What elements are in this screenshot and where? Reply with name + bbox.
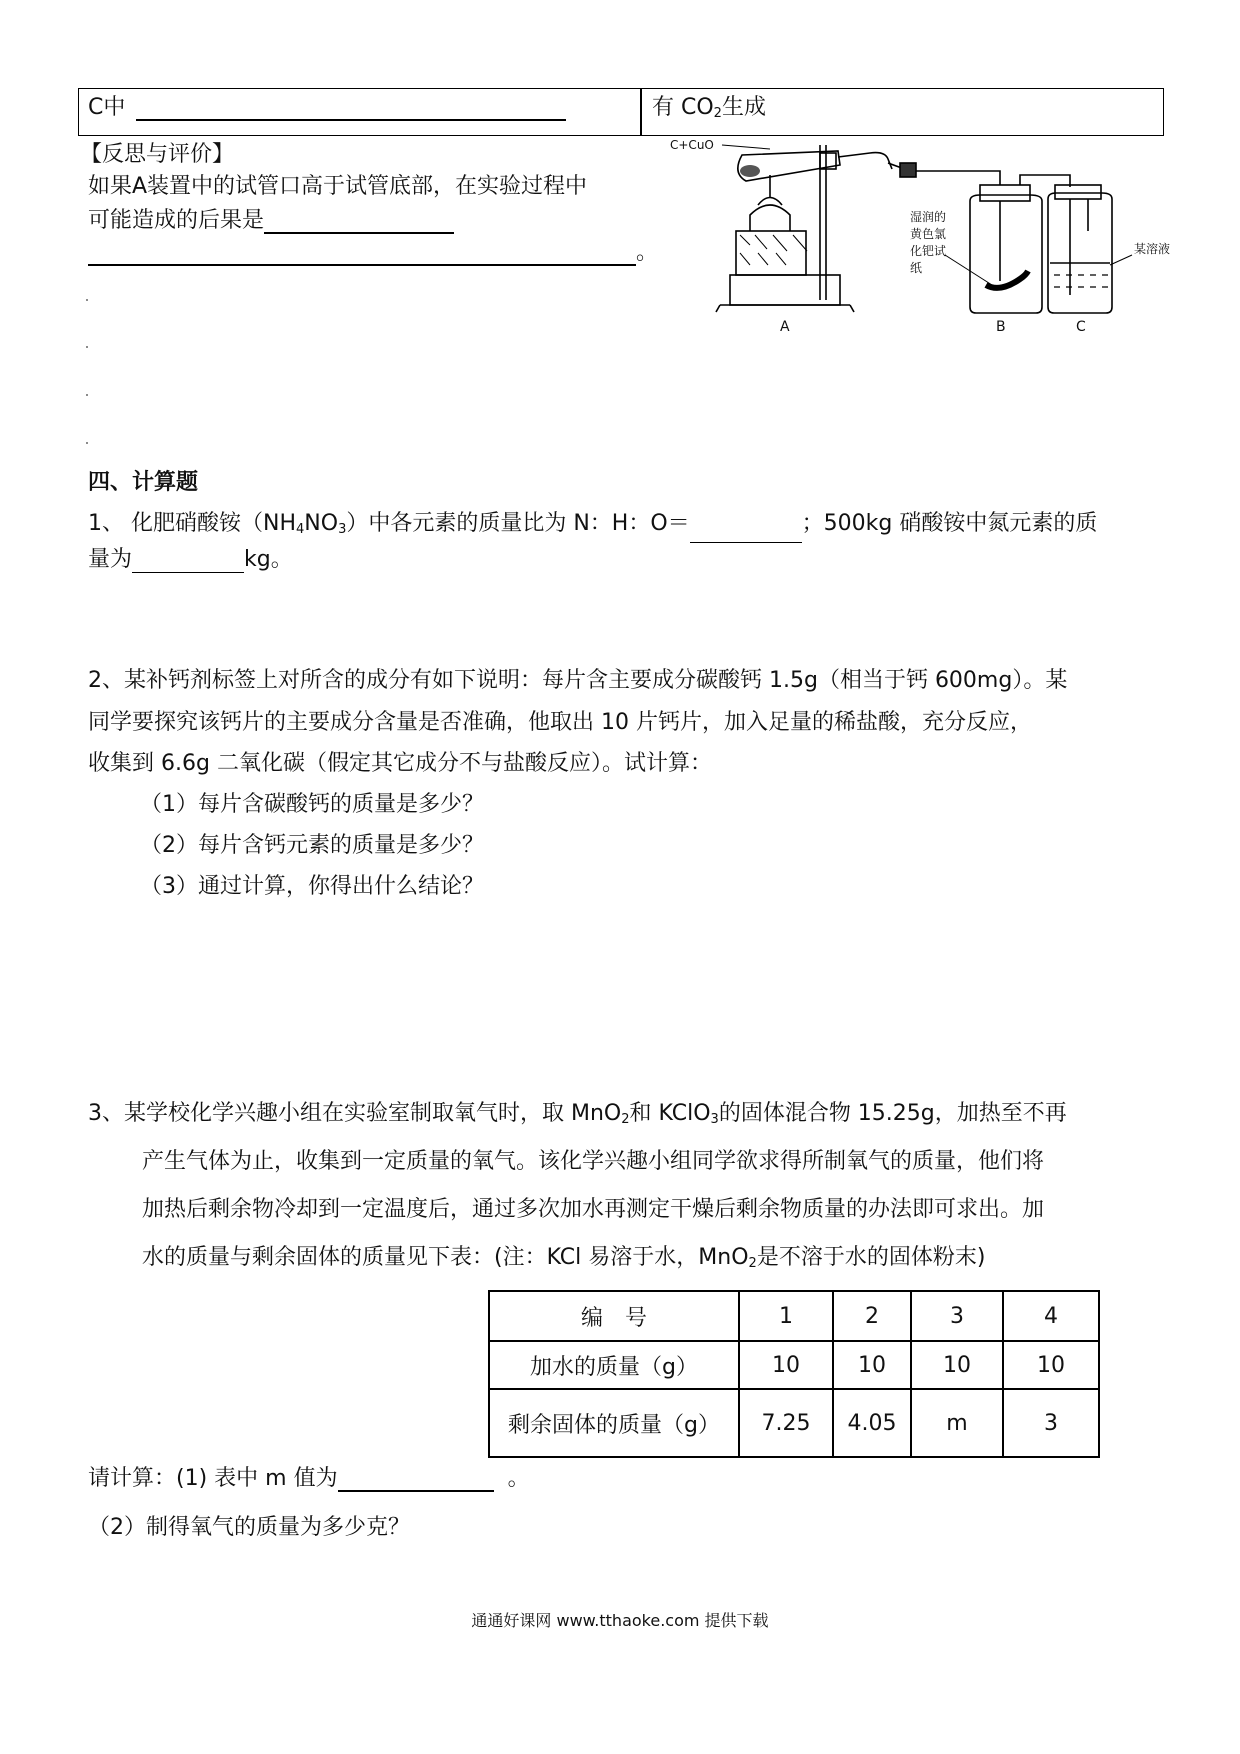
stray-dot bbox=[86, 394, 88, 396]
q2-sub-question: （1）每片含碳酸钙的质量是多少？ bbox=[140, 792, 484, 817]
lamp-flame bbox=[758, 198, 782, 206]
table-cell: 4 bbox=[1003, 1291, 1099, 1341]
stray-dot bbox=[86, 299, 88, 301]
result-right-text-end: 生成 bbox=[721, 95, 766, 120]
table-cell: 1 bbox=[739, 1291, 833, 1341]
table-cell: m bbox=[911, 1389, 1003, 1457]
q2-sub-question: （3）通过计算，你得出什么结论？ bbox=[140, 874, 484, 899]
table-row-header bbox=[489, 1291, 1099, 1341]
q2-line2: 同学要探究该钙片的主要成分含量是否准确，他取出 10 片钙片，加入足量的稀盐酸，充分反应， bbox=[88, 710, 1032, 735]
label-b: B bbox=[996, 319, 1006, 335]
q3-text: 3、某学校化学兴趣小组在实验室制取氧气时，取 MnO bbox=[88, 1101, 622, 1126]
q3-text: 的固体混合物 15.25g，加热至不再 bbox=[718, 1101, 1067, 1126]
q1-text: kg。 bbox=[244, 547, 293, 572]
q2-sub-question: （2）每片含钙元素的质量是多少？ bbox=[140, 833, 484, 858]
solution-label: 某溶液 bbox=[1134, 242, 1171, 256]
subscript: 3 bbox=[338, 522, 347, 537]
burner-hatching bbox=[740, 235, 807, 265]
subscript: 3 bbox=[710, 1112, 719, 1127]
table-cell: 加水的质量（g） bbox=[489, 1341, 739, 1389]
reflection-line2-text: 可能造成的后果是 bbox=[88, 208, 265, 233]
q1-text: ；500kg 硝酸铵中氮元素的质 bbox=[801, 511, 1098, 536]
table-cell: 2 bbox=[833, 1291, 911, 1341]
answer-blank-m[interactable] bbox=[338, 1468, 494, 1492]
bottle-c-stopper bbox=[1055, 185, 1101, 199]
bottle-b-stopper bbox=[980, 185, 1030, 201]
subscript: 4 bbox=[296, 522, 305, 537]
apparatus-diagram bbox=[670, 135, 1180, 345]
q1-line1 bbox=[88, 511, 1097, 543]
reflection-line1: 如果A装置中的试管口高于试管底部，在实验过程中 bbox=[88, 174, 588, 199]
reflection-line3 bbox=[88, 240, 658, 266]
stray-dot bbox=[86, 442, 88, 444]
solution-leader bbox=[1110, 255, 1132, 265]
q3-text: 请计算：(1) 表中 m 值为 bbox=[88, 1466, 338, 1491]
reflection-heading: 【反思与评价】 bbox=[80, 142, 235, 167]
table-cell: 剩余固体的质量（g） bbox=[489, 1389, 739, 1457]
answer-blank-consequence-2[interactable] bbox=[88, 242, 636, 266]
reflection-line2 bbox=[88, 208, 454, 234]
answer-blank-nitrogen[interactable] bbox=[132, 550, 244, 573]
q3-text: 。 bbox=[507, 1466, 530, 1491]
q3-line3: 加热后剩余物冷却到一定温度后，通过多次加水再测定干燥后剩余物质量的办法即可求出。加 bbox=[142, 1197, 1045, 1222]
reactant-leader bbox=[722, 145, 770, 149]
q3-text: 水的质量与剩余固体的质量见下表：(注：KCl 易溶于水，MnO bbox=[142, 1245, 749, 1270]
q3-text: 是不溶于水的固体粉末) bbox=[756, 1245, 986, 1270]
table-cell: 4.05 bbox=[833, 1389, 911, 1457]
q1-line2 bbox=[88, 547, 293, 573]
table-cell: 10 bbox=[739, 1341, 833, 1389]
section-title: 四、计算题 bbox=[88, 470, 199, 495]
paper-leader bbox=[945, 255, 992, 285]
table-cell: 3 bbox=[1003, 1389, 1099, 1457]
table-divider bbox=[640, 88, 642, 136]
stand-foot-right bbox=[850, 305, 854, 312]
label-c: C bbox=[1076, 319, 1086, 335]
bottle-c bbox=[1048, 193, 1112, 313]
table-cell: 10 bbox=[1003, 1341, 1099, 1389]
palladium-paper bbox=[986, 271, 1028, 288]
q1-text: 1、 化肥硝酸铵（NH bbox=[88, 511, 296, 536]
table-row-solid bbox=[489, 1389, 1099, 1457]
subscript: 2 bbox=[748, 1256, 757, 1271]
subscript: 2 bbox=[621, 1112, 630, 1127]
alcohol-lamp bbox=[750, 205, 790, 231]
table-cell: 编 号 bbox=[489, 1291, 739, 1341]
q1-text: 量为 bbox=[88, 547, 133, 572]
page-footer: 通通好课网 www.tthaoke.com 提供下载 bbox=[471, 1611, 769, 1630]
stand-base bbox=[730, 275, 840, 305]
bottle-b bbox=[970, 195, 1042, 313]
result-right-text: 有 CO bbox=[652, 95, 714, 120]
q1-text: ）中各元素的质量比为 N：H：O＝ bbox=[346, 511, 690, 536]
paper-label-3: 化钯试 bbox=[910, 244, 947, 258]
rubber-tube bbox=[900, 163, 916, 177]
end-mark: 。 bbox=[636, 240, 659, 265]
mass-data-table bbox=[488, 1290, 1100, 1458]
q3-text: 和 KClO bbox=[629, 1101, 711, 1126]
stand-foot-left bbox=[716, 305, 720, 312]
result-left-label: C中 bbox=[88, 95, 126, 120]
paper-label-4: 纸 bbox=[910, 261, 923, 275]
q3-ask1 bbox=[88, 1466, 530, 1492]
answer-blank-consequence[interactable] bbox=[264, 210, 454, 234]
q3-line2: 产生气体为止，收集到一定质量的氧气。该化学兴趣小组同学欲求得所制氧气的质量，他们将 bbox=[142, 1149, 1045, 1174]
q2-line3: 收集到 6.6g 二氧化碳（假定其它成分不与盐酸反应）。试计算： bbox=[88, 751, 712, 776]
reactant-label: C+CuO bbox=[670, 138, 714, 152]
q3-line4 bbox=[142, 1245, 985, 1277]
table-cell: 10 bbox=[833, 1341, 911, 1389]
table-row-water bbox=[489, 1341, 1099, 1389]
co2-subscript: 2 bbox=[713, 106, 722, 121]
table-cell: 7.25 bbox=[739, 1389, 833, 1457]
c-cuo-powder bbox=[740, 165, 760, 177]
paper-label-1: 湿润的 bbox=[910, 210, 947, 224]
q3-ask2: （2）制得氧气的质量为多少克？ bbox=[88, 1515, 410, 1540]
answer-blank-c[interactable] bbox=[136, 97, 566, 121]
solution-hatch bbox=[1054, 275, 1108, 287]
table-cell: 10 bbox=[911, 1341, 1003, 1389]
label-a: A bbox=[780, 319, 790, 335]
stopper bbox=[838, 153, 892, 169]
stray-dot bbox=[86, 346, 88, 348]
result-right-cell bbox=[652, 95, 766, 127]
result-left-cell bbox=[88, 95, 566, 121]
q2-line1: 2、某补钙剂标签上对所含的成分有如下说明：每片含主要成分碳酸钙 1.5g（相当于钙 600mg）。某 bbox=[88, 668, 1068, 693]
q3-line1 bbox=[88, 1101, 1067, 1133]
paper-label-2: 黄色氯 bbox=[910, 227, 947, 241]
q1-text: NO bbox=[304, 511, 339, 536]
answer-blank-ratio[interactable] bbox=[690, 520, 802, 543]
table-cell: 3 bbox=[911, 1291, 1003, 1341]
